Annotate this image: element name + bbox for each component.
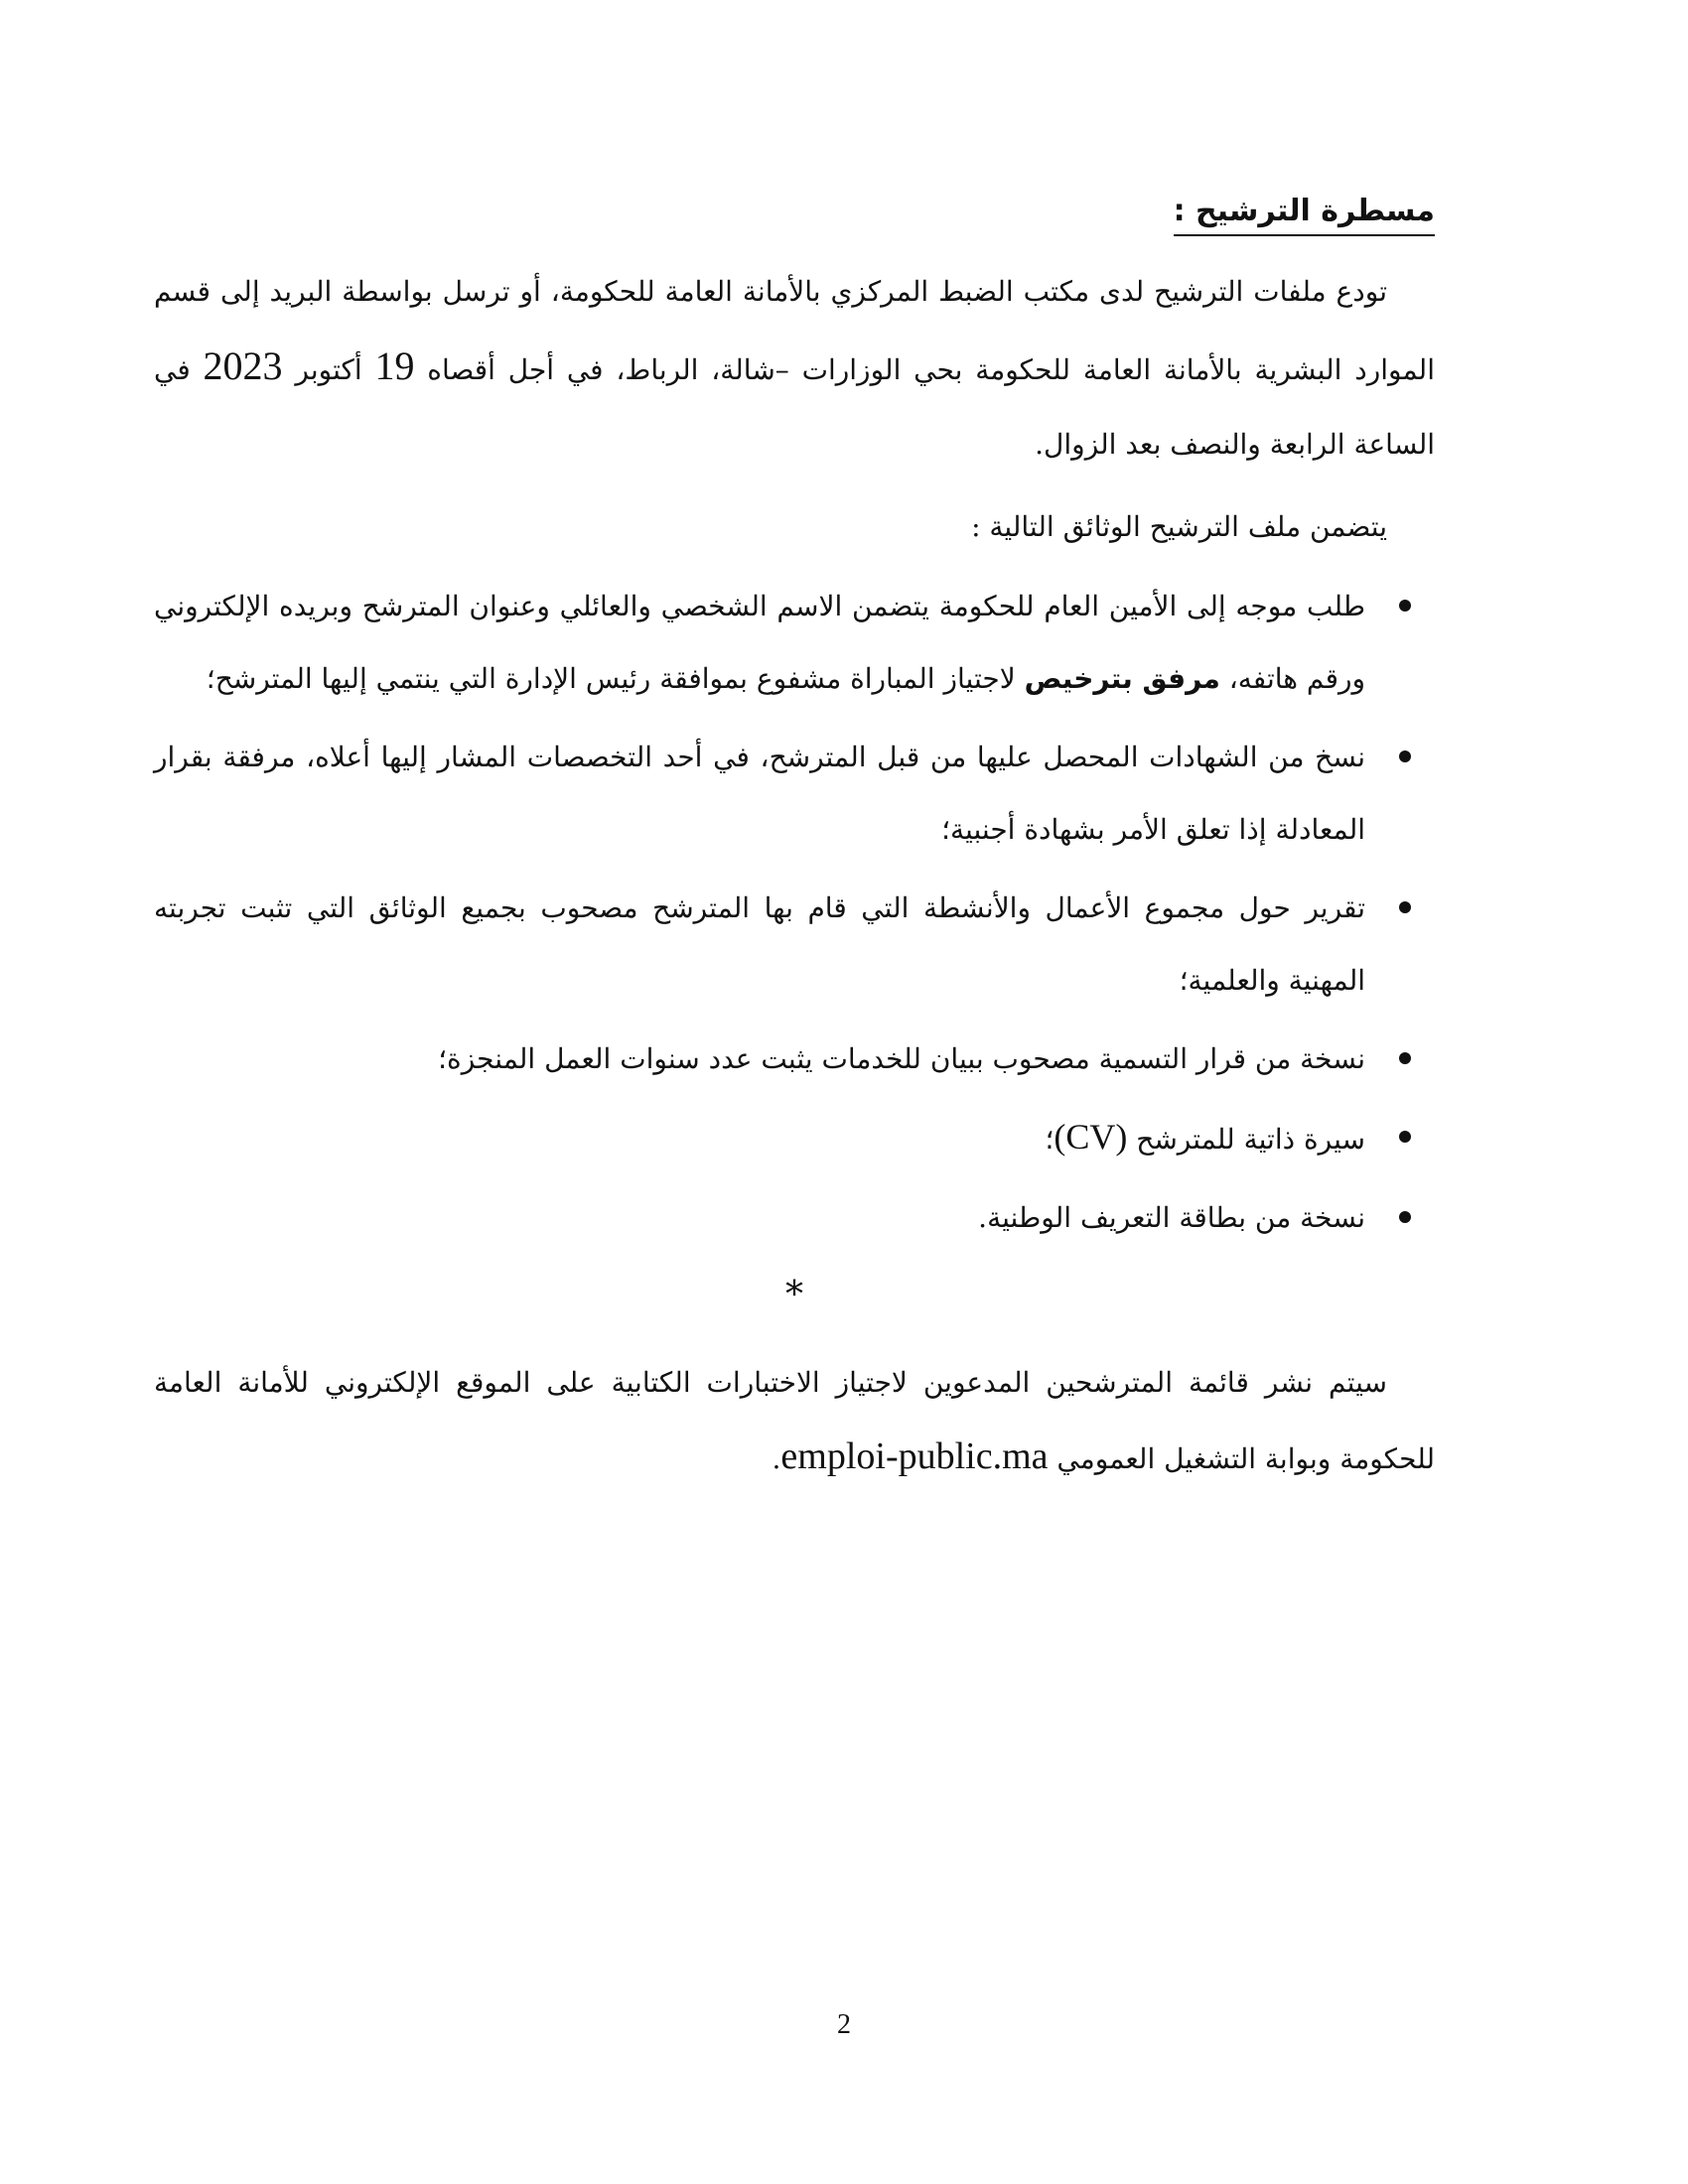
bullet-icon [1399, 1052, 1411, 1064]
list-item [154, 1181, 1435, 1254]
submission-text-1: تودع ملفات الترشيح لدى مكتب الضبط المركزي بالأمانة العامة للحكومة، أو ترسل بواسطة البريد إلى قسم الموارد البشرية بالأمانة العامة للحكومة بحي الوزارات –شالة، الرباط، في أجل أقصاه [154, 275, 1435, 386]
deadline-month: أكتوبر [282, 353, 375, 386]
bullet-icon [1399, 901, 1411, 913]
publication-text-2: . [772, 1442, 781, 1475]
list-item [154, 1023, 1435, 1095]
cv-abbreviation: (CV) [1054, 1117, 1128, 1157]
documents-intro: يتضمن ملف الترشيح الوثائق التالية : [971, 510, 1387, 543]
list-item-text: سيرة ذاتية للمترشح [1127, 1123, 1365, 1156]
list-item-text: نسخة من بطاقة التعريف الوطنية. [978, 1201, 1365, 1234]
documents-list [154, 570, 1435, 1254]
website-link[interactable]: emploi-public.ma [780, 1435, 1049, 1477]
list-item-text: لاجتياز المباراة مشفوع بموافقة رئيس الإدارة التي ينتمي إليها المترشح؛ [206, 662, 1025, 695]
page-number: 2 [837, 2009, 851, 2040]
publication-paragraph [154, 1345, 1435, 1496]
submission-paragraph [154, 254, 1435, 481]
list-item [154, 721, 1435, 866]
submission-text-2: في الساعة الرابعة والنصف بعد الزوال. [154, 353, 1435, 461]
bullet-icon [1399, 751, 1411, 762]
list-item-text: نسخ من الشهادات المحصل عليها من قبل المترشح، في أحد التخصصات المشار إليها أعلاه، مرفقة بقرار المعادلة إذا تعلق الأمر بشهادة أجنبية؛ [154, 741, 1365, 846]
list-item-text: طلب موجه إلى الأمين العام للحكومة يتضمن الاسم الشخصي والعائلي وعنوان المترشح وبريده الإلكتروني ورقم هاتفه، [154, 590, 1365, 695]
list-item-text: ؛ [1045, 1123, 1055, 1156]
bullet-icon [1399, 600, 1411, 612]
list-item [154, 872, 1435, 1017]
section-title: مسطرة الترشيح : [1174, 194, 1435, 236]
deadline-day: 19 [374, 343, 415, 388]
publication-text-1: سيتم نشر قائمة المترشحين المدعوين لاجتياز الاختبارات الكتابية على الموقع الإلكتروني للأمانة العامة للحكومة وبوابة التشغيل العمومي [154, 1366, 1435, 1475]
asterisk-separator: * [785, 1275, 803, 1315]
document-page [154, 194, 1435, 1496]
list-item-bold-text: مرفق بترخيص [1024, 662, 1220, 695]
bullet-icon [1399, 1211, 1411, 1223]
list-item [154, 1101, 1435, 1175]
deadline-year: 2023 [203, 343, 283, 388]
list-item-text: تقرير حول مجموع الأعمال والأنشطة التي قام بها المترشح مصحوب بجميع الوثائق التي تثبت تجربته المهنية والعلمية؛ [154, 891, 1365, 997]
bullet-icon [1399, 1131, 1411, 1143]
list-item [154, 570, 1435, 715]
list-item-text: نسخة من قرار التسمية مصحوب ببيان للخدمات يثبت عدد سنوات العمل المنجزة؛ [438, 1042, 1365, 1075]
